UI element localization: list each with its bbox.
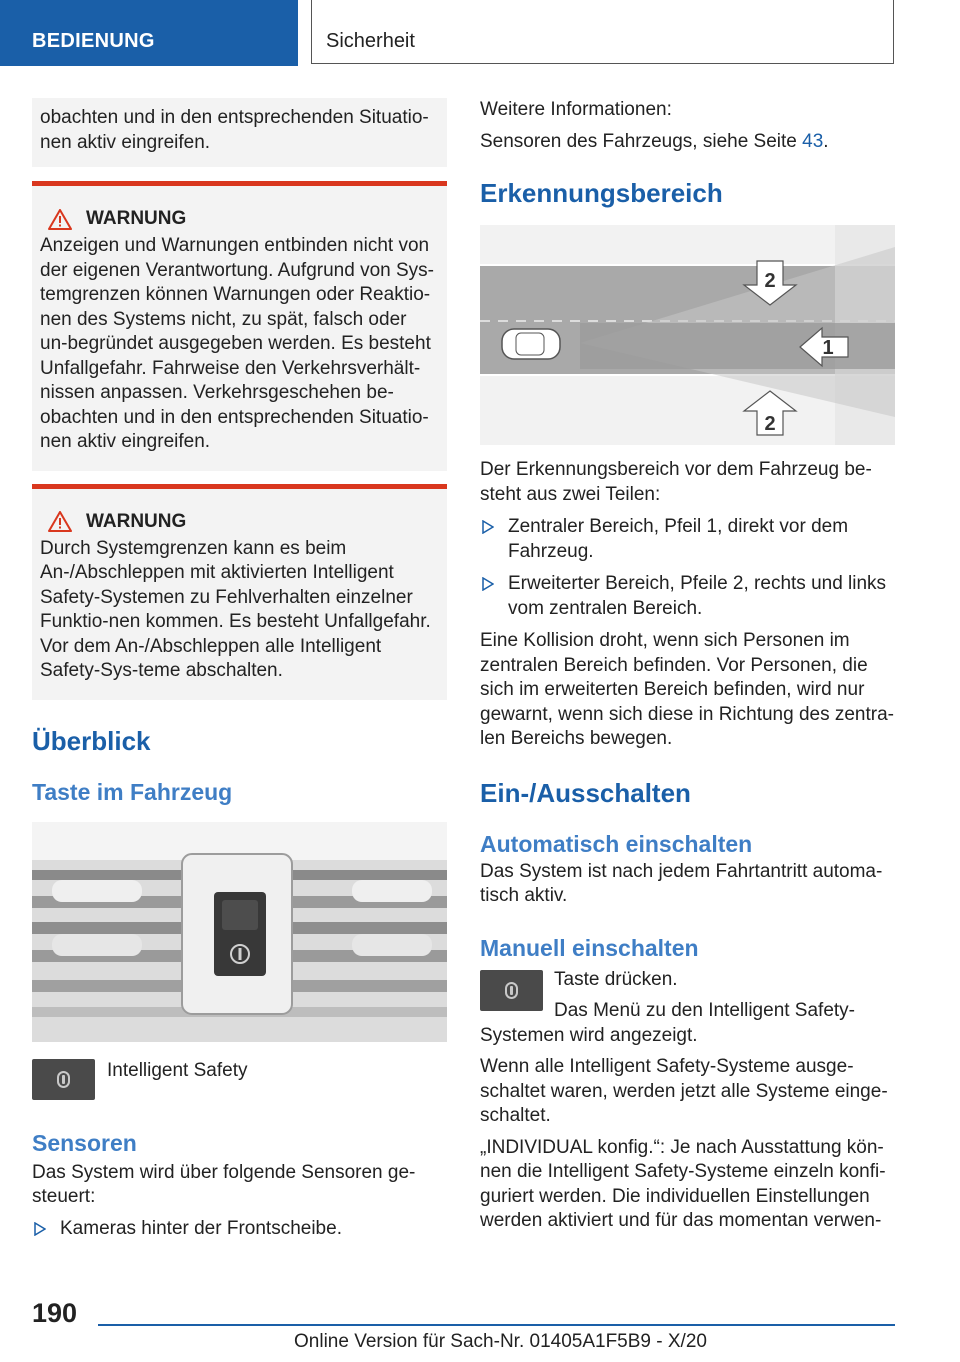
warning-box-1 [32,181,447,471]
auto-text: Das System ist nach jedem Fahrtantritt automa-tisch aktiv. [480,860,883,906]
warning-triangle-icon [48,511,72,532]
detection-area-diagram [480,225,895,445]
intelligent-safety-button-icon [32,1059,95,1100]
button-legend [32,1059,447,1100]
heading-on-off: Ein-/Ausschalten [480,777,691,808]
diagram-label-center: 1 [822,337,834,359]
page-number: 190 [32,1298,78,1328]
warning-text-1: Anzeigen und Warnungen entbinden nicht von der eigenen Verantwortung. Aufgrund von Sys-temgrenzen können Warnungen oder Reaktio-nen des Systems nicht, zu spät, falsch oder un-begründet ausgegeben werden. Es besteht Unfallgefahr. Fahrweise den Verkehrsverhält-nissen anpassen. Verkehrsgeschehen be-obachten und in den entsprechenden Situatio-nen aktiv eingreifen. [40,235,434,452]
list-item: Erweiterter Bereich, Pfeile 2, rechts und links vom zentralen Bereich. [480,572,895,621]
bullet-triangle-icon [34,1222,46,1236]
footer-text: Online Version für Sach-Nr. 01405A1F5B9 - X/20 [294,1331,707,1352]
heading-auto-on: Automatisch einschalten [480,830,753,857]
heading-manual-on: Manuell einschalten [480,934,699,961]
warning-continuation-text: obachten und in den entsprechenden Situatio-nen aktiv eingreifen. [40,107,429,153]
header-chapter-tab [311,0,894,64]
right-column [480,98,895,1234]
manual-individual-text: „INDIVIDUAL konfig.“: Je nach Ausstattung kön-nen die Intelligent Safety-Systeme einzeln konfi-guriert werden. Die individuellen Einstellungen werden aktiviert und für das momentan verwen- [480,1136,886,1231]
detection-text: Der Erkennungsbereich vor dem Fahrzeug be-steht aus zwei Teilen: [480,459,872,505]
collision-text: Eine Kollision droht, wenn sich Personen im zentralen Bereich befinden. Vor Personen, die sich im erweiterten Bereich befinden, wird nur gewarnt, wenn sich diese in Richtung des zentra-len Bereichs bewegen. [480,630,895,749]
manual-press-text: Taste drücken. [554,968,678,990]
info-line: Weitere Informationen: [480,99,672,120]
vehicle-button-photo [32,822,447,1042]
warning-title-1: WARNUNG [48,208,439,230]
sensors-list [32,1217,447,1242]
warning-triangle-icon [48,209,72,230]
heading-button-in-vehicle: Taste im Fahrzeug [32,778,233,805]
diagram-label-top: 2 [764,270,776,292]
intelligent-safety-button-icon [480,970,543,1011]
header-chapter-label: Sicherheit [326,30,415,52]
info-reference: Sensoren des Fahrzeugs, siehe Seite 43. [480,130,829,152]
warning-text-2: Durch Systemgrenzen kann es beim An-/Abschleppen mit aktivierten Intelligent Safety-Systemen zu Fehlverhalten einzelner Funktio-nen kommen. Es besteht Unfallgefahr. Vor dem An-/Abschleppen alle Intelligent Safety-Sys-teme abschalten. [40,537,431,681]
warning-box-2 [32,484,447,700]
header-section-label: BEDIENUNG [32,30,155,52]
diagram-label-bottom: 2 [764,413,776,435]
bullet-triangle-icon [482,520,494,534]
warning-title-2: WARNUNG [48,511,439,533]
manual-all-off-text: Wenn alle Intelligent Safety-Systeme ausge-schaltet waren, werden jetzt alle Systeme einge-schaltet. [480,1056,888,1126]
sensors-text: Das System wird über folgende Sensoren ge-steuert: [32,1161,416,1207]
detection-list [480,515,895,621]
heading-sensors: Sensoren [32,1129,137,1156]
manual-menu-text: Das Menü zu den Intelligent Safety-Systemen wird angezeigt. [480,1000,856,1046]
heading-detection-area: Erkennungsbereich [480,178,723,208]
left-column [32,98,447,1241]
heading-overview: Überblick [32,725,151,756]
warning-continuation-box [32,98,447,167]
page-reference-link[interactable]: 43 [802,130,824,152]
list-item: Zentraler Bereich, Pfeil 1, direkt vor dem Fahrzeug. [480,515,895,564]
manual-section [480,968,895,1049]
button-caption: Intelligent Safety [107,1059,248,1081]
footer-rule [98,1324,895,1326]
bullet-triangle-icon [482,577,494,591]
list-item: Kameras hinter der Frontscheibe. [32,1217,447,1242]
header-section-tab [0,0,298,66]
